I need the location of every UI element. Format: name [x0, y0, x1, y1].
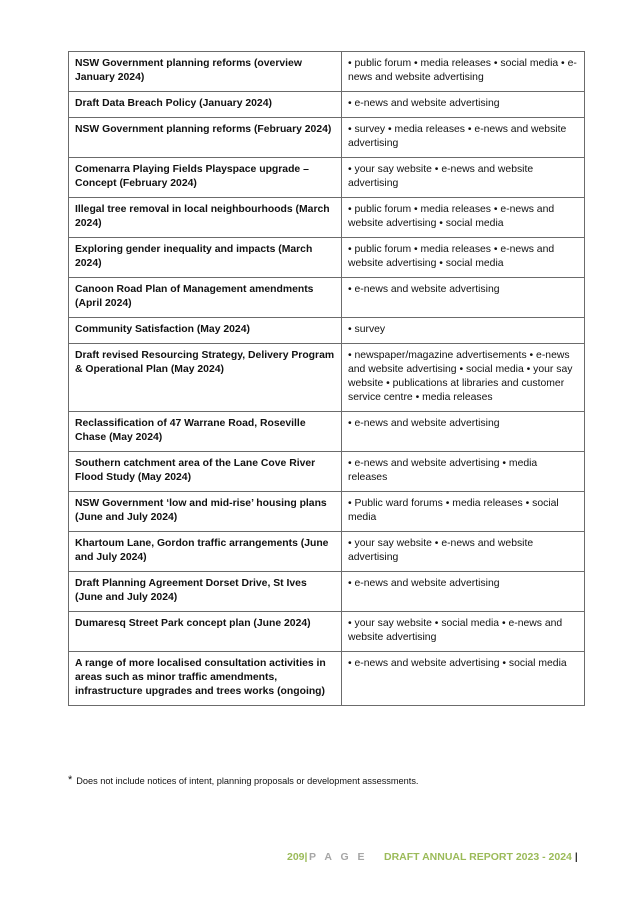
consultation-methods: • Public ward forums • media releases • social media	[342, 492, 585, 532]
table-row	[69, 198, 585, 238]
table-row	[69, 532, 585, 572]
consultation-methods: • your say website • e-news and website advertising	[342, 532, 585, 572]
consultation-topic: Draft Planning Agreement Dorset Drive, St Ives (June and July 2024)	[69, 572, 342, 612]
consultation-topic: Comenarra Playing Fields Playspace upgrade – Concept (February 2024)	[69, 158, 342, 198]
table-row	[69, 572, 585, 612]
page-footer	[0, 851, 637, 865]
consultation-topic: Draft revised Resourcing Strategy, Delivery Program & Operational Plan (May 2024)	[69, 344, 342, 412]
consultation-topic: NSW Government ‘low and mid-rise’ housing plans (June and July 2024)	[69, 492, 342, 532]
table-row	[69, 92, 585, 118]
consultation-methods: • e-news and website advertising	[342, 572, 585, 612]
table-row	[69, 52, 585, 92]
report-title	[384, 851, 578, 863]
consultation-methods: • e-news and website advertising • media releases	[342, 452, 585, 492]
report-title-text: DRAFT ANNUAL REPORT 2023 - 2024	[384, 851, 572, 863]
table-row	[69, 612, 585, 652]
table-row	[69, 412, 585, 452]
consultation-topic: Reclassification of 47 Warrane Road, Roseville Chase (May 2024)	[69, 412, 342, 452]
consultation-table	[68, 51, 585, 706]
table-row	[69, 118, 585, 158]
consultation-topic: Exploring gender inequality and impacts (March 2024)	[69, 238, 342, 278]
consultation-topic: Khartoum Lane, Gordon traffic arrangements (June and July 2024)	[69, 532, 342, 572]
consultation-topic: Dumaresq Street Park concept plan (June 2024)	[69, 612, 342, 652]
table-row	[69, 158, 585, 198]
consultation-topic: NSW Government planning reforms (February 2024)	[69, 118, 342, 158]
consultation-methods: • e-news and website advertising	[342, 278, 585, 318]
consultation-topic: Southern catchment area of the Lane Cove River Flood Study (May 2024)	[69, 452, 342, 492]
consultation-methods: • e-news and website advertising • social media	[342, 652, 585, 706]
consultation-methods: • public forum • media releases • e-news and website advertising • social media	[342, 198, 585, 238]
page-number: 209|	[287, 851, 308, 863]
consultation-methods: • survey	[342, 318, 585, 344]
consultation-methods: • e-news and website advertising	[342, 92, 585, 118]
consultation-methods: • survey • media releases • e-news and website advertising	[342, 118, 585, 158]
consultation-methods: • public forum • media releases • e-news and website advertising • social media	[342, 238, 585, 278]
consultation-methods: • e-news and website advertising	[342, 412, 585, 452]
consultation-topic: NSW Government planning reforms (overview January 2024)	[69, 52, 342, 92]
page-label: P A G E	[309, 851, 368, 863]
table-row	[69, 278, 585, 318]
table-row	[69, 318, 585, 344]
consultation-topic: A range of more localised consultation activities in areas such as minor traffic amendments, infrastructure upgrades and trees works (ongoing)	[69, 652, 342, 706]
table-row	[69, 238, 585, 278]
table-row	[69, 492, 585, 532]
footnote-text: Does not include notices of intent, planning proposals or development assessments.	[76, 776, 419, 786]
table-row	[69, 452, 585, 492]
consultation-topic: Canoon Road Plan of Management amendments (April 2024)	[69, 278, 342, 318]
consultation-methods: • newspaper/magazine advertisements • e-news and website advertising • social media • your say website • publications at libraries and customer service centre • media releases	[342, 344, 585, 412]
consultation-methods: • your say website • social media • e-news and website advertising	[342, 612, 585, 652]
consultation-topic: Illegal tree removal in local neighbourhoods (March 2024)	[69, 198, 342, 238]
table-row	[69, 344, 585, 412]
footer-separator: |	[574, 851, 578, 863]
table-row	[69, 652, 585, 706]
footnote	[68, 775, 418, 787]
footnote-marker: *	[68, 774, 73, 786]
consultation-methods: • your say website • e-news and website advertising	[342, 158, 585, 198]
consultation-topic: Community Satisfaction (May 2024)	[69, 318, 342, 344]
consultation-topic: Draft Data Breach Policy (January 2024)	[69, 92, 342, 118]
consultation-methods: • public forum • media releases • social media • e-news and website advertising	[342, 52, 585, 92]
